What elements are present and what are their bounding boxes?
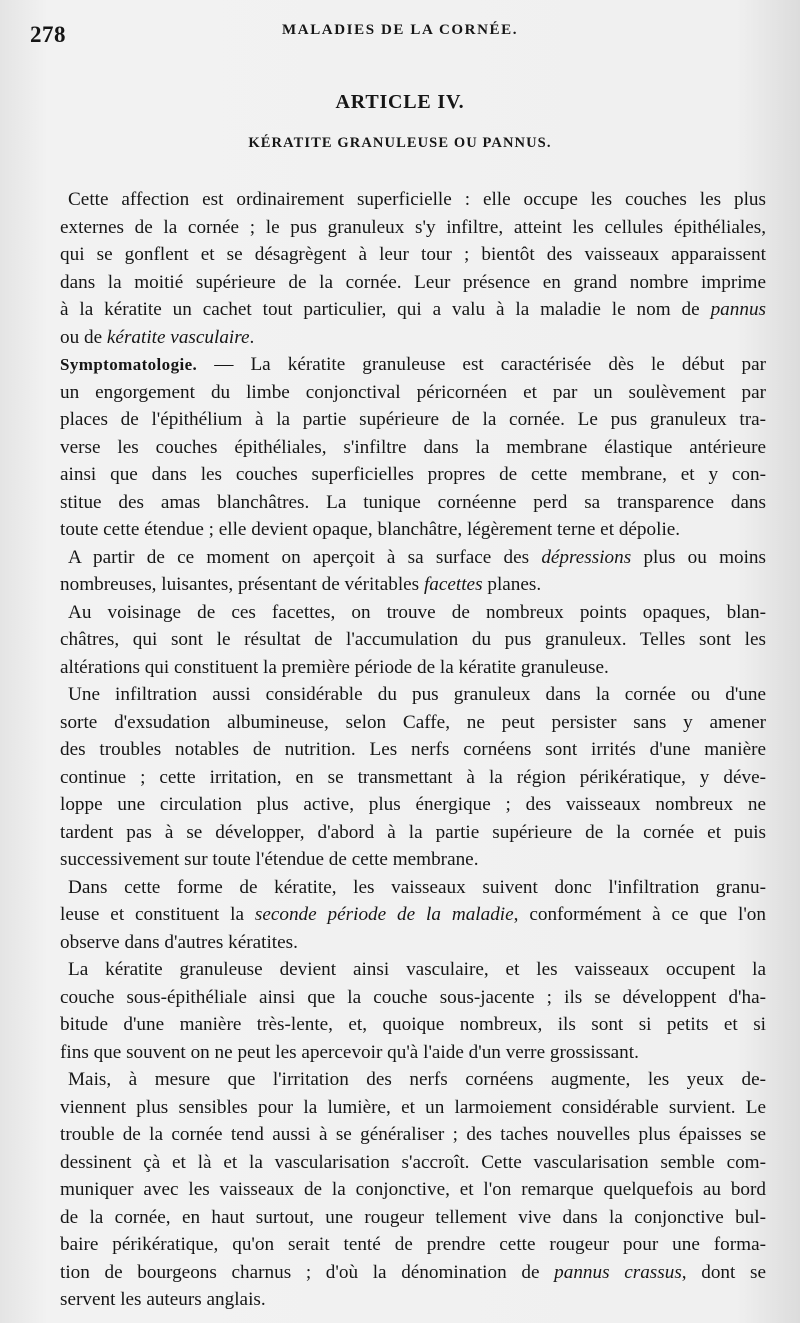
body-text xyxy=(60,186,766,1314)
text-line xyxy=(60,406,766,434)
line-text: . xyxy=(249,326,255,348)
page-number: 278 xyxy=(30,22,66,47)
line-text: — La kératite granuleuse est caractérisée dès le début par xyxy=(197,354,766,375)
line-text: tardent pas à se développer, d'abord à la partie supérieure de la cornée et puis xyxy=(60,821,766,843)
line-text: A partir de ce moment on aperçoit à sa surface des xyxy=(68,546,542,568)
text-line xyxy=(60,1011,766,1039)
line-text: altérations qui constituent la première période de la kératite granuleuse. xyxy=(60,656,609,678)
running-head xyxy=(30,18,770,48)
text-line xyxy=(60,489,766,517)
line-text: continue ; cette irritation, en se transmettant à la région périkératique, y déve- xyxy=(60,766,766,788)
line-text: stitue des amas blanchâtres. La tunique cornéenne perd sa transparence dans xyxy=(60,491,766,513)
text-line xyxy=(60,846,766,874)
line-text: nombreuses, luisantes, présentant de véritables xyxy=(60,574,424,595)
text-line xyxy=(60,764,766,792)
text-line xyxy=(60,874,766,902)
running-title: MALADIES DE LA CORNÉE. xyxy=(282,22,519,38)
text-line xyxy=(60,626,766,654)
line-text: planes. xyxy=(482,574,542,595)
text-line xyxy=(60,1149,766,1177)
text-line xyxy=(60,351,766,379)
line-text: Cette affection est ordinairement superficielle : elle occupe les couches les plus xyxy=(68,189,766,210)
text-line xyxy=(60,681,766,709)
text-line xyxy=(60,1066,766,1094)
line-text: trouble de la cornée tend aussi à se généraliser ; des taches nouvelles plus épaisses se xyxy=(60,1124,766,1145)
line-text: Au voisinage de ces facettes, on trouve de nombreux points opaques, blan- xyxy=(68,601,766,623)
line-text: qui se gonflent et se désagrègent à leur tour ; bientôt des vaisseaux apparaissent xyxy=(60,244,766,265)
text-line xyxy=(60,901,766,929)
line-text: des troubles notables de nutrition. Les nerfs cornéens sont irrités d'une manière xyxy=(60,739,766,760)
line-text: servent les auteurs anglais. xyxy=(60,1289,266,1310)
text-line xyxy=(60,296,766,324)
italic-term: pannus xyxy=(710,299,766,320)
text-line xyxy=(60,544,766,572)
line-text: toute cette étendue ; elle devient opaque, blanchâtre, légèrement terne et dépolie. xyxy=(60,519,681,540)
line-text: à la kératite un cachet tout particulier, qui a valu à la maladie le nom de xyxy=(60,299,711,320)
line-text: châtres, qui sont le résultat de l'accumulation du pus granuleux. Telles sont les xyxy=(60,629,766,650)
text-line xyxy=(60,461,766,489)
line-text: observe dans d'autres kératites. xyxy=(60,931,298,953)
article-heading: ARTICLE IV. xyxy=(335,91,465,113)
line-text: fins que souvent on ne peut les apercevoir qu'à l'aide d'un verre grossissant. xyxy=(60,1041,639,1063)
italic-term: kératite vasculaire xyxy=(106,326,250,348)
text-line xyxy=(60,1094,766,1122)
section-heading: Symptomatologie. xyxy=(60,355,198,374)
line-text: muniquer avec les vaisseaux de la conjonctive, et l'on remarque quelquefois au bord xyxy=(60,1179,766,1200)
italic-term: dépressions xyxy=(541,546,632,568)
line-text: places de l'épithélium à la partie supérieure de la cornée. Le pus granuleux tra- xyxy=(60,409,766,430)
line-text: tion de bourgeons charnus ; d'où la dénomination de xyxy=(60,1261,555,1283)
text-line xyxy=(60,1231,766,1259)
text-line xyxy=(60,1121,766,1149)
line-text: de la cornée, en haut surtout, une rougeur tellement vive dans la conjonctive bul- xyxy=(60,1206,766,1228)
line-text: ou de xyxy=(60,326,107,348)
line-text: viennent plus sensibles pour la lumière, et un larmoiement considérable survient. Le xyxy=(60,1096,766,1118)
text-line xyxy=(60,186,766,214)
text-line xyxy=(60,791,766,819)
italic-term: seconde période de la maladie xyxy=(254,904,514,925)
line-text: Une infiltration aussi considérable du pus granuleux dans la cornée ou d'une xyxy=(68,684,766,705)
text-line xyxy=(60,1259,766,1287)
article-subheading: KÉRATITE GRANULEUSE OU PANNUS. xyxy=(248,135,552,151)
line-text: , dont se xyxy=(681,1261,766,1283)
italic-term: facettes xyxy=(423,574,483,595)
text-line xyxy=(60,241,766,269)
text-line xyxy=(60,709,766,737)
line-text: successivement sur toute l'étendue de cette membrane. xyxy=(60,849,479,870)
text-line xyxy=(60,214,766,242)
line-text: dessinent çà et là et la vascularisation s'accroît. Cette vascularisation semble com- xyxy=(60,1151,766,1173)
text-line xyxy=(60,929,766,957)
text-line xyxy=(60,1204,766,1232)
italic-term: pannus crassus xyxy=(554,1261,682,1283)
text-line xyxy=(60,956,766,984)
line-text: loppe une circulation plus active, plus énergique ; des vaisseaux nombreux ne xyxy=(60,794,766,815)
line-text: leuse et constituent la xyxy=(60,904,255,925)
text-line xyxy=(60,434,766,462)
line-text: sorte d'exsudation albumineuse, selon Caffe, ne peut persister sans y amener xyxy=(60,711,766,733)
line-text: plus ou moins xyxy=(631,546,766,568)
text-line xyxy=(60,654,766,682)
line-text: externes de la cornée ; le pus granuleux s'y infiltre, atteint les cellules épithéliales, xyxy=(60,216,766,238)
line-text: un engorgement du limbe conjonctival péricornéen et par un soulèvement par xyxy=(60,381,766,403)
line-text: ainsi que dans les couches superficielles propres de cette membrane, et y con- xyxy=(60,464,766,485)
line-text: , conformément à ce que l'on xyxy=(513,904,766,925)
text-line xyxy=(60,1176,766,1204)
line-text: verse les couches épithéliales, s'infiltre dans la membrane élastique antérieure xyxy=(60,436,766,458)
line-text: baire périkératique, qu'on serait tenté de prendre cette rougeur pour une forma- xyxy=(60,1234,766,1255)
text-line xyxy=(60,599,766,627)
text-line xyxy=(60,516,766,544)
text-line xyxy=(60,571,766,599)
line-text: dans la moitié supérieure de la cornée. Leur présence en grand nombre imprime xyxy=(60,271,766,293)
line-text: Dans cette forme de kératite, les vaisseaux suivent donc l'infiltration granu- xyxy=(68,876,766,898)
line-text: Mais, à mesure que l'irritation des nerfs cornéens augmente, les yeux de- xyxy=(68,1069,766,1090)
text-line xyxy=(60,736,766,764)
text-line xyxy=(60,1039,766,1067)
text-line xyxy=(60,1286,766,1314)
line-text: bitude d'une manière très-lente, et, quoique nombreux, ils sont si petits et si xyxy=(60,1014,766,1035)
text-line xyxy=(60,324,766,352)
line-text: couche sous-épithéliale ainsi que la couche sous-jacente ; ils se développent d'ha- xyxy=(60,986,766,1008)
text-line xyxy=(60,819,766,847)
text-line xyxy=(60,984,766,1012)
line-text: La kératite granuleuse devient ainsi vasculaire, et les vaisseaux occupent la xyxy=(68,959,766,980)
text-line xyxy=(60,379,766,407)
text-line xyxy=(60,269,766,297)
